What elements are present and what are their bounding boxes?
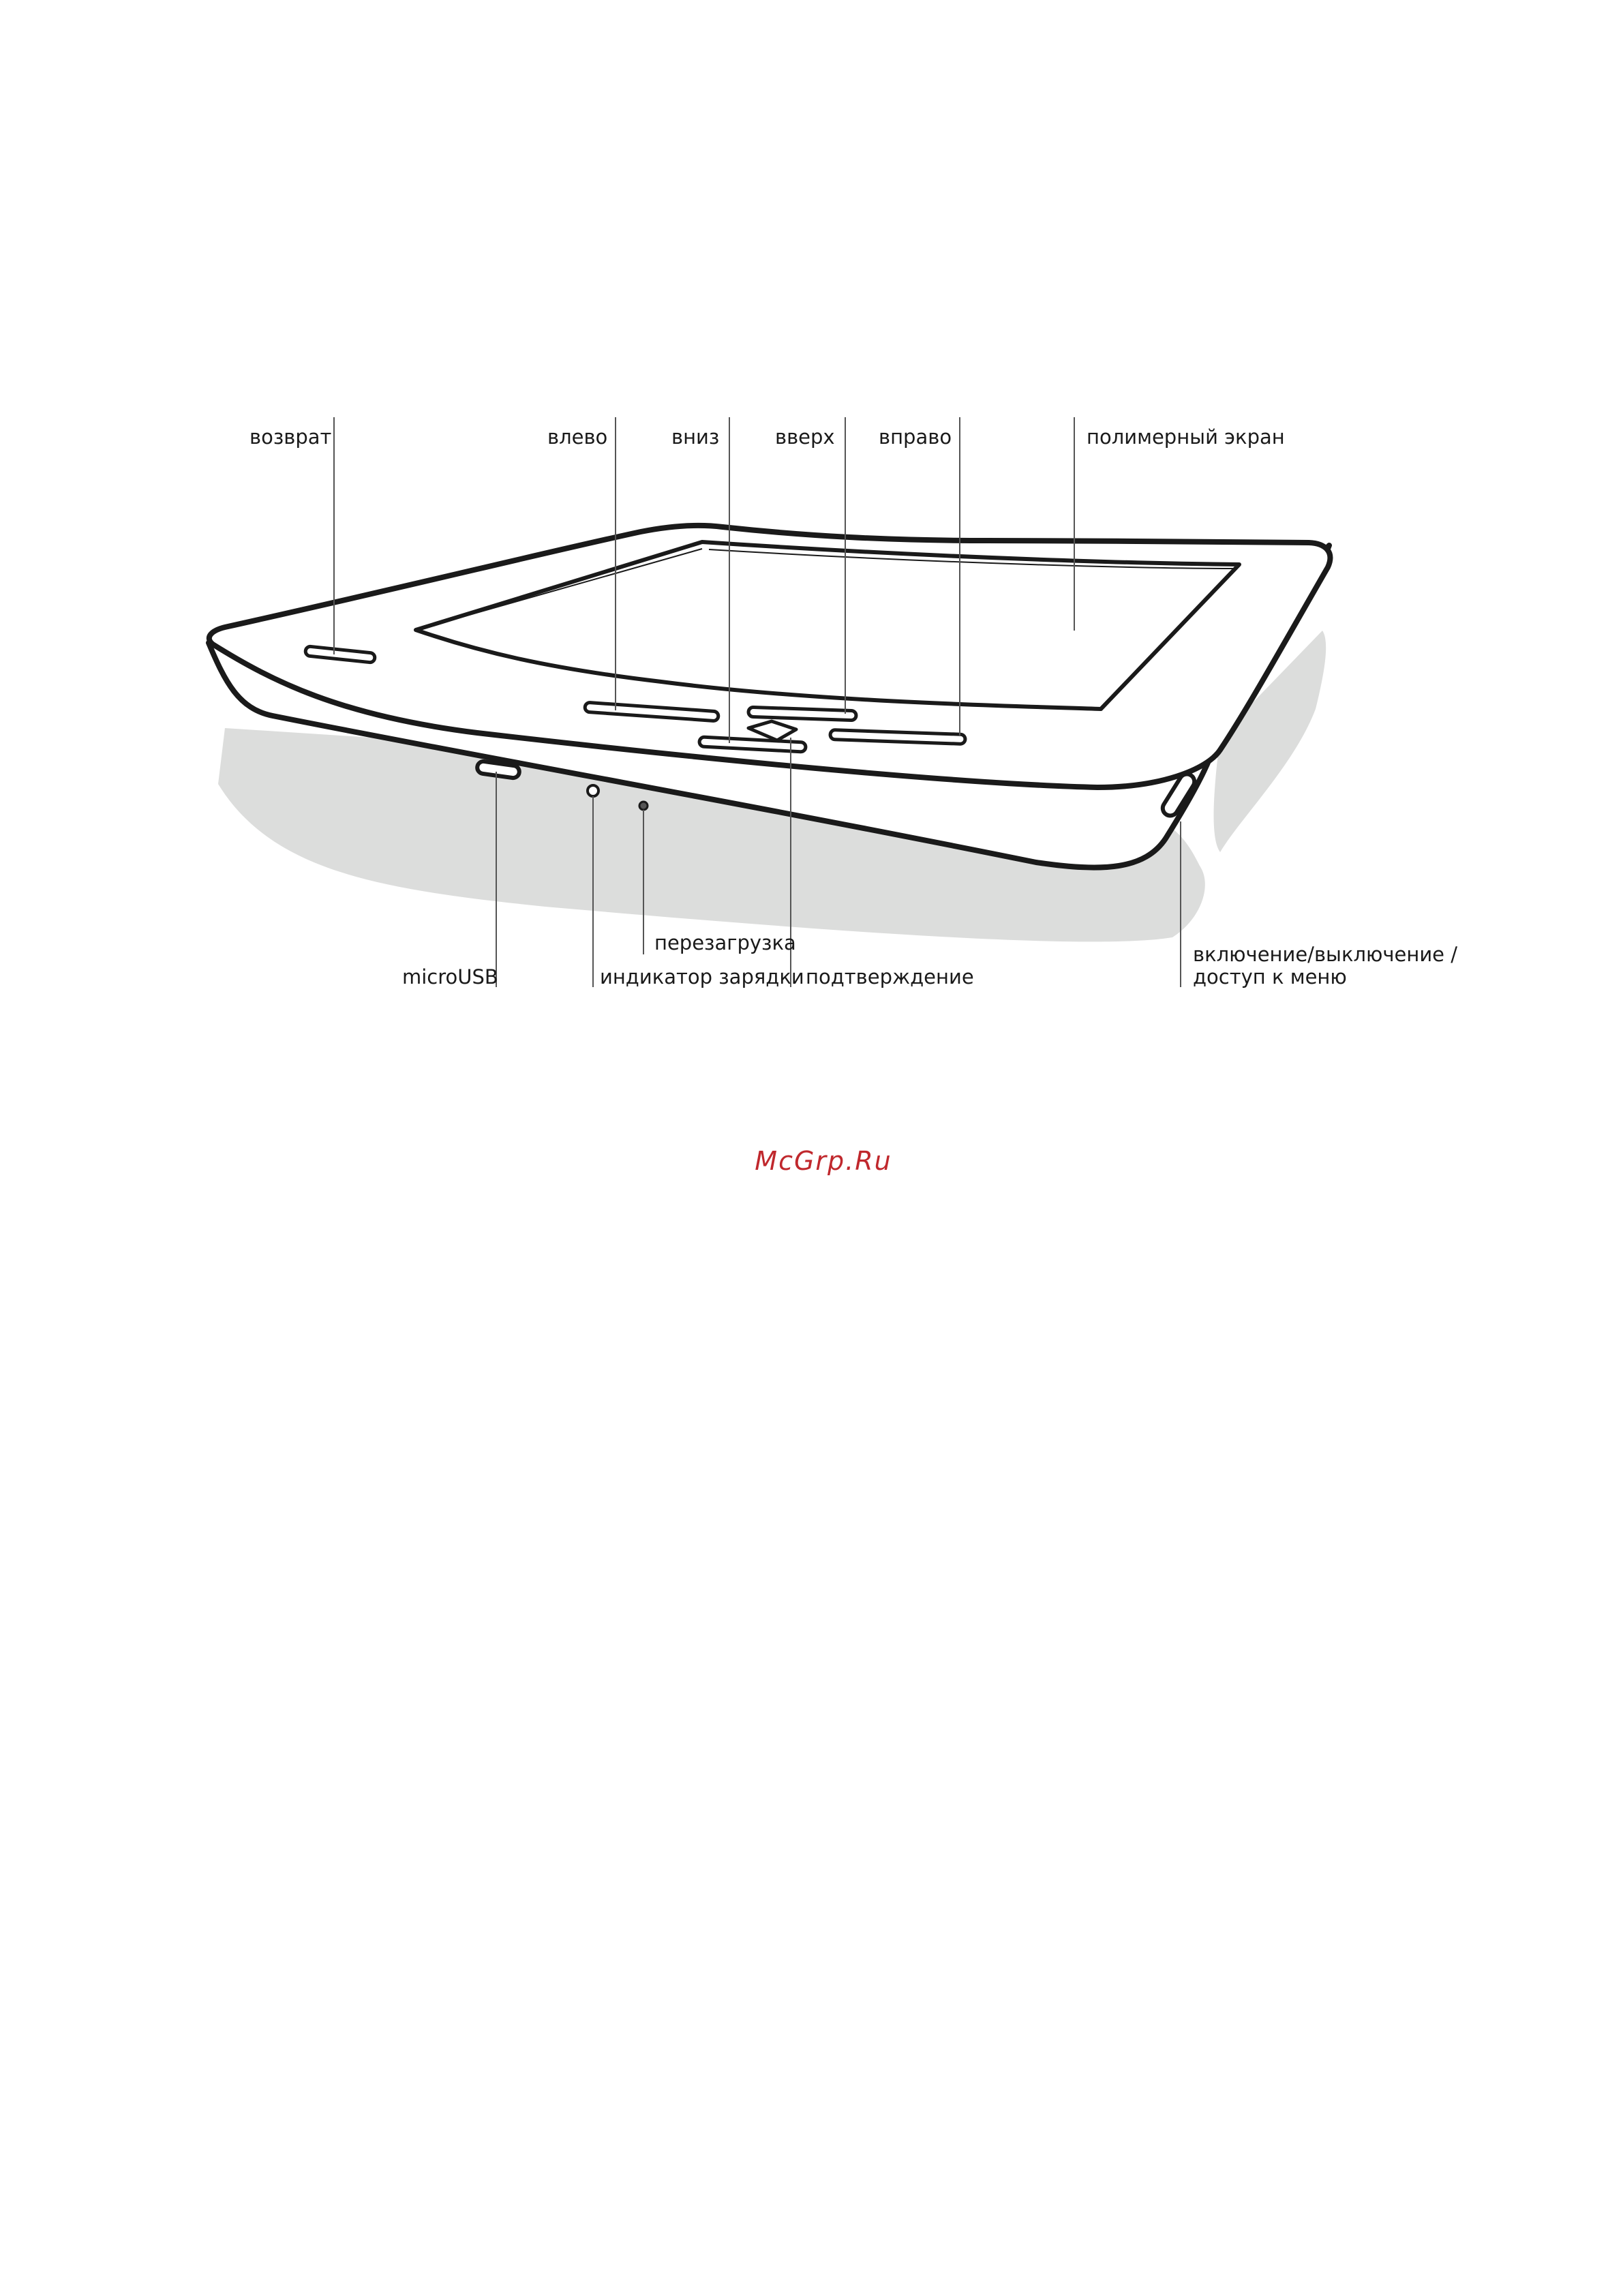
charge-indicator-led bbox=[588, 785, 598, 796]
label-confirm: подтверждение bbox=[806, 965, 974, 988]
label-power-line1: включение/выключение / bbox=[1193, 943, 1458, 966]
reset-hole[interactable] bbox=[639, 802, 648, 810]
watermark: McGrp.Ru bbox=[755, 1146, 892, 1176]
up-button[interactable] bbox=[748, 707, 856, 721]
label-left: влево bbox=[547, 425, 608, 449]
label-power-line2: доступ к меню bbox=[1193, 965, 1347, 988]
label-microusb: microUSB bbox=[402, 965, 498, 988]
label-right: вправо bbox=[879, 425, 952, 449]
label-down: вниз bbox=[671, 425, 720, 449]
label-up: вверх bbox=[775, 425, 835, 449]
label-screen: полимерный экран bbox=[1087, 425, 1285, 449]
label-charge-indicator: индикатор зарядки bbox=[600, 965, 804, 988]
label-back: возврат bbox=[249, 425, 332, 449]
label-reset: перезагрузка bbox=[654, 931, 796, 954]
